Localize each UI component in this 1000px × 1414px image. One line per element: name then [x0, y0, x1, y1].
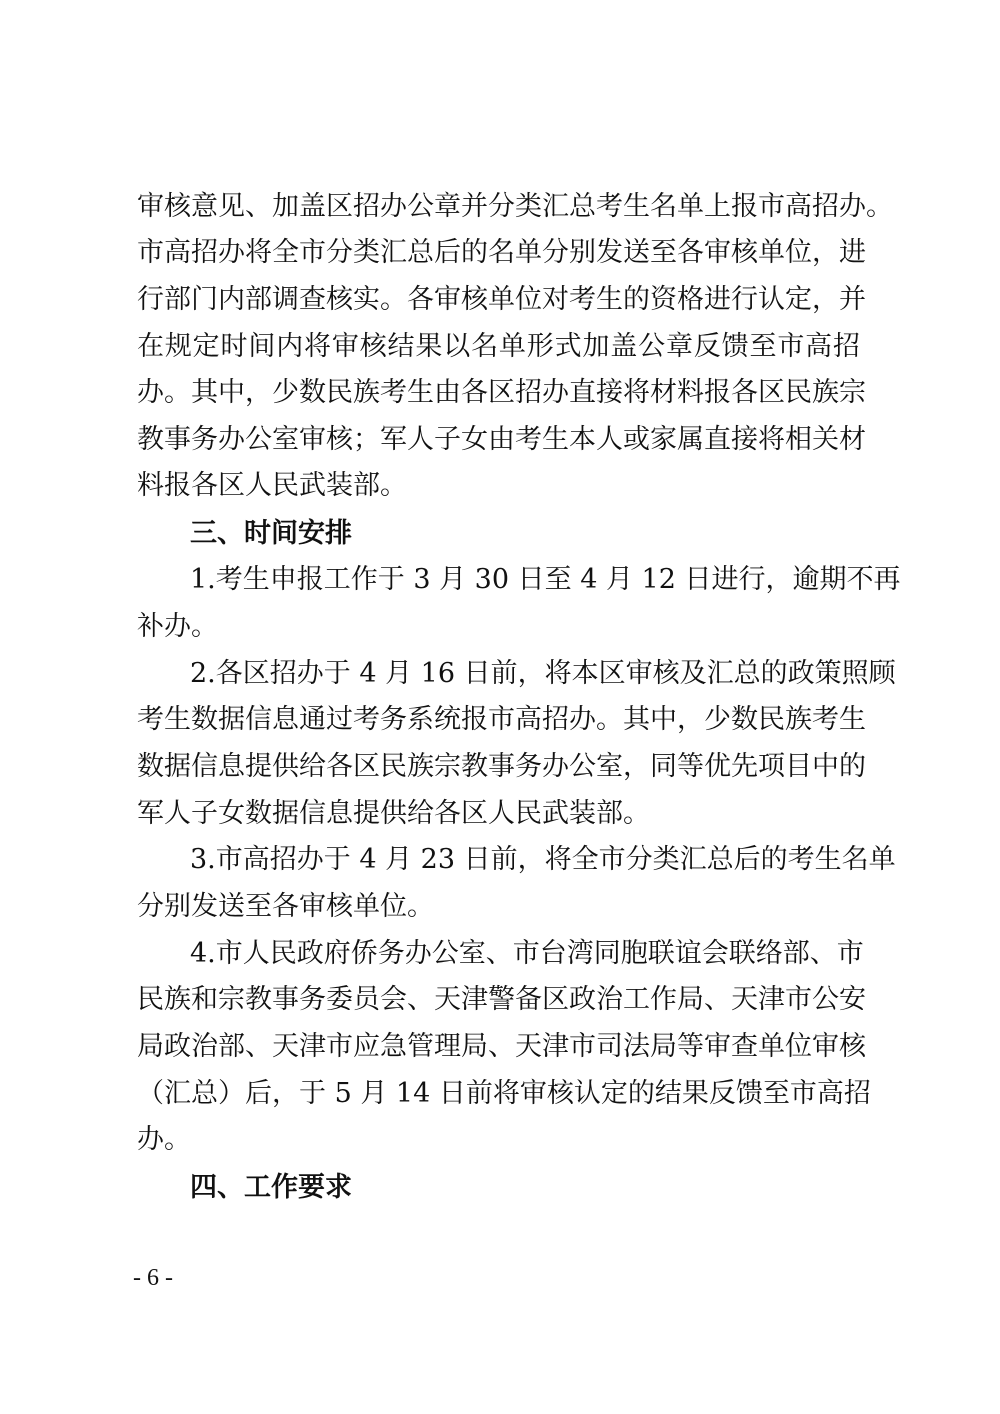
- body-text-line: 1.考生申报工作于 3 月 30 日至 4 月 12 日进行，逾期不再: [190, 564, 901, 595]
- section-heading: 四、工作要求: [190, 1172, 352, 1203]
- body-text-line: 考生数据信息通过考务系统报市高招办。其中，少数民族考生: [137, 704, 866, 735]
- body-text-line: 军人子女数据信息提供给各区人民武装部。: [137, 798, 650, 829]
- body-text-line: 办。其中，少数民族考生由各区招办直接将材料报各区民族宗: [137, 377, 866, 408]
- body-text-line: 补办。: [137, 611, 218, 642]
- body-text-line: 市高招办将全市分类汇总后的名单分别发送至各审核单位，进: [137, 237, 866, 268]
- body-text-line: 分别发送至各审核单位。: [137, 891, 434, 922]
- body-text-line: 办。: [137, 1124, 191, 1155]
- page-number: - 6 -: [133, 1265, 173, 1291]
- body-text-line: 数据信息提供给各区民族宗教事务办公室，同等优先项目中的: [137, 751, 866, 782]
- body-text-line: 民族和宗教事务委员会、天津警备区政治工作局、天津市公安: [137, 984, 866, 1015]
- body-text-line: 行部门内部调查核实。各审核单位对考生的资格进行认定，并: [137, 284, 866, 315]
- body-text-line: 4.市人民政府侨务办公室、市台湾同胞联谊会联络部、市: [190, 938, 864, 969]
- body-text-line: 教事务办公室审核；军人子女由考生本人或家属直接将相关材: [137, 424, 866, 455]
- body-text-line: 3.市高招办于 4 月 23 日前，将全市分类汇总后的考生名单: [190, 844, 896, 875]
- body-text-line: 在规定时间内将审核结果以名单形式加盖公章反馈至市高招: [137, 331, 860, 362]
- body-text-line: （汇总）后，于 5 月 14 日前将审核认定的结果反馈至市高招: [137, 1078, 871, 1109]
- body-text-line: 2.各区招办于 4 月 16 日前，将本区审核及汇总的政策照顾: [190, 658, 896, 689]
- section-heading: 三、时间安排: [190, 518, 352, 549]
- body-text-line: 局政治部、天津市应急管理局、天津市司法局等审查单位审核: [137, 1031, 866, 1062]
- body-text-line: 审核意见、加盖区招办公章并分类汇总考生名单上报市高招办。: [137, 191, 893, 222]
- body-text-line: 料报各区人民武装部。: [137, 470, 407, 501]
